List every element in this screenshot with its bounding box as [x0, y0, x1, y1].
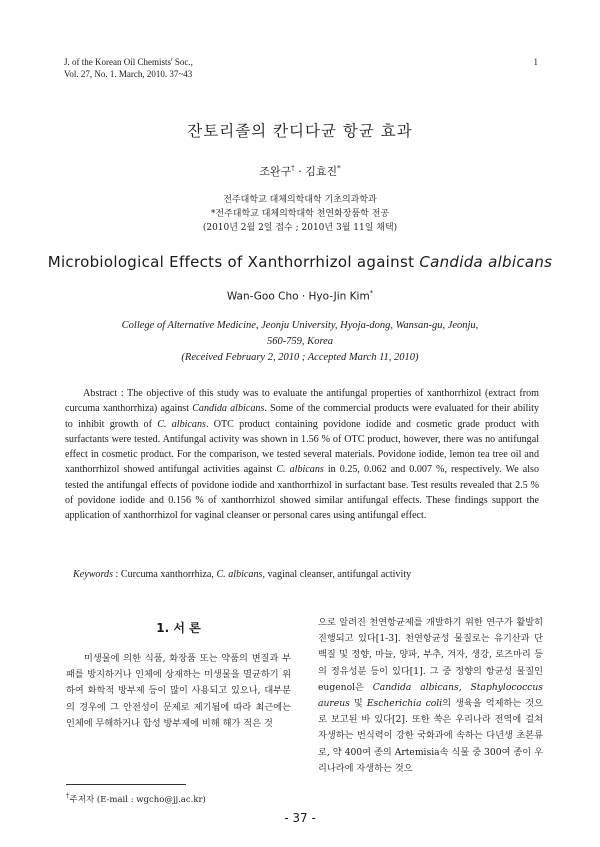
footnote-mark: † [66, 791, 70, 800]
affiliation-mark: * [337, 164, 341, 173]
korean-affiliation-1: 전주대학교 대체의학대학 기초의과학과 [223, 195, 377, 205]
keywords [73, 569, 411, 580]
intro-right-text-3: 및 [349, 698, 367, 710]
intro-right-text-4: 의 생육을 억제하는 것으로 보고된 바 있다[2]. 또한 쑥은 우리나라 전역에 걸쳐 자생하는 번식력이 강한 국화과에 속하는 다년생 초본류로, 약 400여 종의 Artemisia속 식물 중 300여 종이 우리나라에 자생하는 것으 [318, 698, 543, 774]
english-title-species: Candida albicans [419, 253, 553, 271]
abstract-label: Abstract [83, 388, 118, 399]
keywords-text-2: , vaginal cleanser, antifungal activity [262, 569, 412, 580]
korean-author-1: 조완구 [259, 165, 292, 178]
intro-species-ecoli: Escherichia coli [366, 698, 443, 710]
korean-dates: (2010년 2월 2일 접수 ; 2010년 3월 11일 채택) [202, 223, 398, 233]
korean-author-2: · 김효진 [294, 165, 338, 178]
korean-affiliation [0, 193, 600, 235]
footnote-text: 주저자 (E-mail : wgcho@jj.ac.kr) [69, 794, 206, 805]
korean-authors [0, 163, 600, 179]
section-heading-introduction: 1. 서 론 [156, 621, 201, 635]
abstract [65, 386, 539, 524]
english-title-main: Microbiological Effects of Xanthorrhizol against [47, 253, 420, 271]
abstract-text-1: : The objective of this study was to evaluate the antifungal properties of xanthorrhizol (extract from curcuma xanthorrhiza) against [65, 388, 540, 415]
english-authors [0, 289, 600, 303]
intro-left-column [66, 651, 291, 732]
english-title [0, 253, 600, 271]
keywords-label: Keywords [73, 569, 114, 580]
intro-right-column [318, 615, 543, 777]
footnote [66, 791, 206, 805]
journal-volume: Vol. 27, No. 1. March, 2010. 37~43 [64, 69, 193, 79]
intro-paragraph-1: 미생물에 의한 식품, 화장품 또는 약품의 변질과 부패를 방지하거나 인체에 상재하는 미생물을 멸균하기 위하여 화학적 방부제 등이 많이 사용되고 있으나, 대부분의 경우에 그 안전성이 문제로 제기됨에 따라 최근에는 인체에 무해하거나 합성 방부제에 비해 해가 적은 것 [66, 653, 291, 729]
abstract-text-2: . Some of the commercial products were evaluated for their ability to inhibit growth of [65, 403, 540, 430]
keywords-species: C. albicans [216, 569, 263, 580]
journal-name: J. of the Korean Oil Chemists' Soc., [64, 57, 193, 67]
footnote-divider [66, 784, 186, 785]
journal-citation [64, 56, 193, 80]
abstract-text-3: . OTC product containing povidone iodide and cosmetic grade product with surfactants were tested. Antifungal activity was shown in 1.56 % of OTC product, however, there was no antifungal effect in cosmetic product. For the comparison, we tested several materials. Povidone iodide, lemon tea tree oil and xanthorrhizol showed antifungal activities against [65, 418, 540, 476]
page-footer-number: - 37 - [284, 811, 316, 825]
keywords-text-1: : Curcuma xanthorrhiza, [113, 569, 217, 580]
english-affiliation [0, 318, 600, 366]
english-authors-mark: * [369, 289, 374, 297]
korean-affiliation-2: *전주대학교 대체의학대학 천연화장품학 전공 [210, 209, 390, 219]
corresponding-mark: † [291, 164, 295, 173]
intro-right-text-1: 으로 알려진 천연항균제를 개발하기 위한 연구가 활발히 진행되고 있다[1-3]. 천연항균성 물질로는 유기산과 단백질 및 정향, 마늘, 양파, 부추, 겨자, 생강, 로즈마리 등의 정유성분 등이 있다[1]. 그 중 정향의 항균성 물질인 eugenol은 [318, 617, 543, 693]
header-page-number: 1 [533, 57, 538, 67]
korean-title: 잔토리졸의 칸디다균 항균 효과 [187, 122, 413, 140]
abstract-species-3: C. albicans [276, 464, 324, 476]
abstract-species-2: C. albicans [157, 418, 206, 430]
intro-species-staph: Staphylococcus aureus [318, 681, 544, 710]
english-authors-names: Wan-Goo Cho · Hyo-Jin Kim [226, 290, 370, 303]
abstract-text-4: in 0.25, 0.062 and 0.007 %, respectively. We also tested the antifungal effects of povidone iodide and xanthorrhizol in surfactant base. Test results revealed that 2.5 % of povidone iodide and 0.156 % of xanthorrhizol showed similar antifungal effects. These findings support the application of xanthorrhizol for vaginal cleanser or personal cares using antifungal effect. [65, 464, 539, 522]
intro-paragraph-2 [318, 615, 543, 777]
intro-species-candida: Candida albicans [372, 681, 459, 693]
english-affiliation-1: College of Alternative Medicine, Jeonju University, Hyoja-dong, Wansan-gu, Jeonju, [121, 320, 479, 331]
english-dates: (Received February 2, 2010 ; Accepted March 11, 2010) [181, 352, 419, 363]
intro-right-text-2: , [458, 681, 471, 693]
english-affiliation-2: 560-759, Korea [266, 336, 334, 347]
abstract-species-1: Candida albicans [192, 403, 265, 415]
